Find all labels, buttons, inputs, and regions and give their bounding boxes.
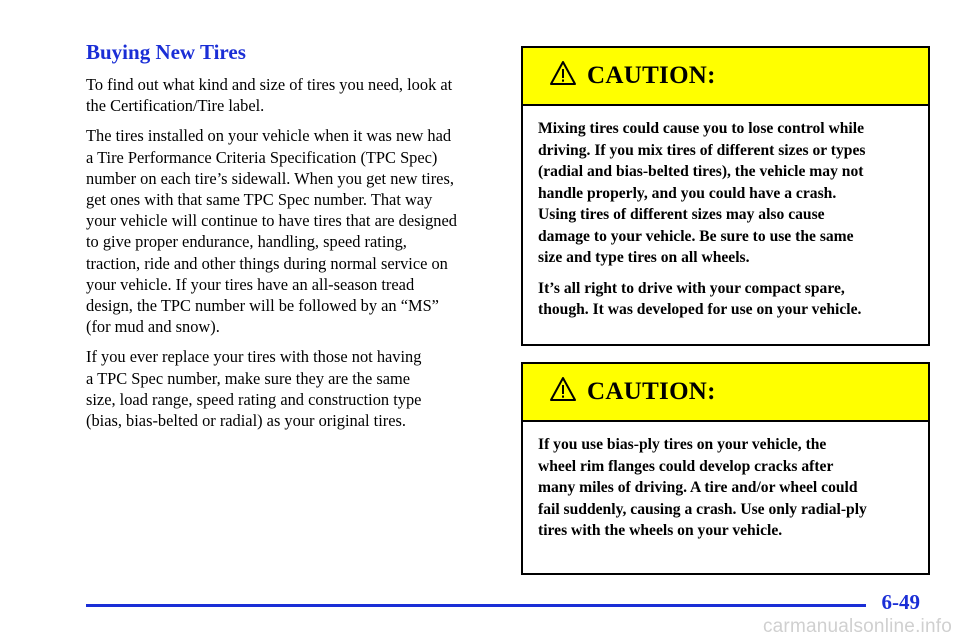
text-line: a TPC Spec number, make sure they are the same	[86, 368, 411, 388]
text-line: many miles of driving. A tire and/or wheel could	[538, 479, 858, 496]
caution-body	[523, 422, 928, 573]
text-line: (for mud and snow).	[86, 317, 220, 337]
paragraph	[538, 278, 914, 321]
warning-triangle-icon	[549, 376, 577, 407]
caution-box	[521, 362, 930, 575]
caution-title: CAUTION:	[587, 378, 716, 405]
text-line: design, the TPC number will be followed by an “MS”	[86, 296, 439, 316]
text-line: size, load range, speed rating and construction type	[86, 389, 422, 409]
paragraph	[86, 346, 496, 431]
body-text	[86, 74, 496, 440]
text-line: To find out what kind and size of tires you need, look at	[86, 75, 453, 94]
text-line: traction, ride and other things during normal service on	[86, 253, 448, 273]
footer-rule	[86, 604, 866, 607]
paragraph	[538, 434, 914, 542]
text-line: It’s all right to drive with your compact spare,	[538, 279, 845, 297]
caution-box	[521, 46, 930, 346]
text-line: (radial and bias-belted tires), the vehicle may not	[538, 163, 864, 180]
text-line: to give proper endurance, handling, speed rating,	[86, 232, 407, 252]
text-line: the Certification/Tire label.	[86, 96, 265, 116]
caution-title: CAUTION:	[587, 62, 716, 89]
text-line: tires with the wheels on your vehicle.	[538, 522, 783, 539]
section-heading: Buying New Tires	[86, 40, 246, 64]
text-line: (bias, bias-belted or radial) as your original tires.	[86, 411, 406, 431]
text-line: fail suddenly, causing a crash. Use only radial-ply	[538, 500, 867, 518]
paragraph	[538, 118, 914, 269]
text-line: damage to your vehicle. Be sure to use the same	[538, 227, 854, 245]
caution-header	[523, 364, 928, 422]
text-line: get ones with that same TPC Spec number. That way	[86, 190, 433, 210]
text-line: size and type tires on all wheels.	[538, 249, 750, 266]
warning-triangle-icon	[549, 60, 577, 91]
caution-header	[523, 48, 928, 106]
paragraph	[86, 125, 496, 337]
text-line: your vehicle. If your tires have an all-season tread	[86, 274, 415, 294]
watermark: carmanualsonline.info	[762, 616, 952, 637]
text-line: Mixing tires could cause you to lose control while	[538, 120, 865, 137]
text-line: a Tire Performance Criteria Specification (TPC Spec)	[86, 147, 438, 167]
caution-body	[523, 106, 928, 344]
text-line: The tires installed on your vehicle when it was new had	[86, 126, 452, 146]
text-line: If you ever replace your tires with those not having	[86, 347, 422, 367]
text-line: If you use bias-ply tires on your vehicle, the	[538, 436, 827, 453]
text-line: though. It was developed for use on your vehicle.	[538, 301, 862, 318]
paragraph	[86, 74, 496, 116]
text-line: number on each tire’s sidewall. When you get new tires,	[86, 168, 454, 188]
page-number: 6-49	[881, 590, 920, 614]
text-line: your vehicle will continue to have tires that are designed	[86, 211, 457, 231]
text-line: wheel rim flanges could develop cracks after	[538, 457, 834, 475]
text-line: Using tires of different sizes may also cause	[538, 206, 825, 223]
text-line: driving. If you mix tires of different sizes or types	[538, 141, 866, 159]
text-line: handle properly, and you could have a crash.	[538, 184, 837, 202]
